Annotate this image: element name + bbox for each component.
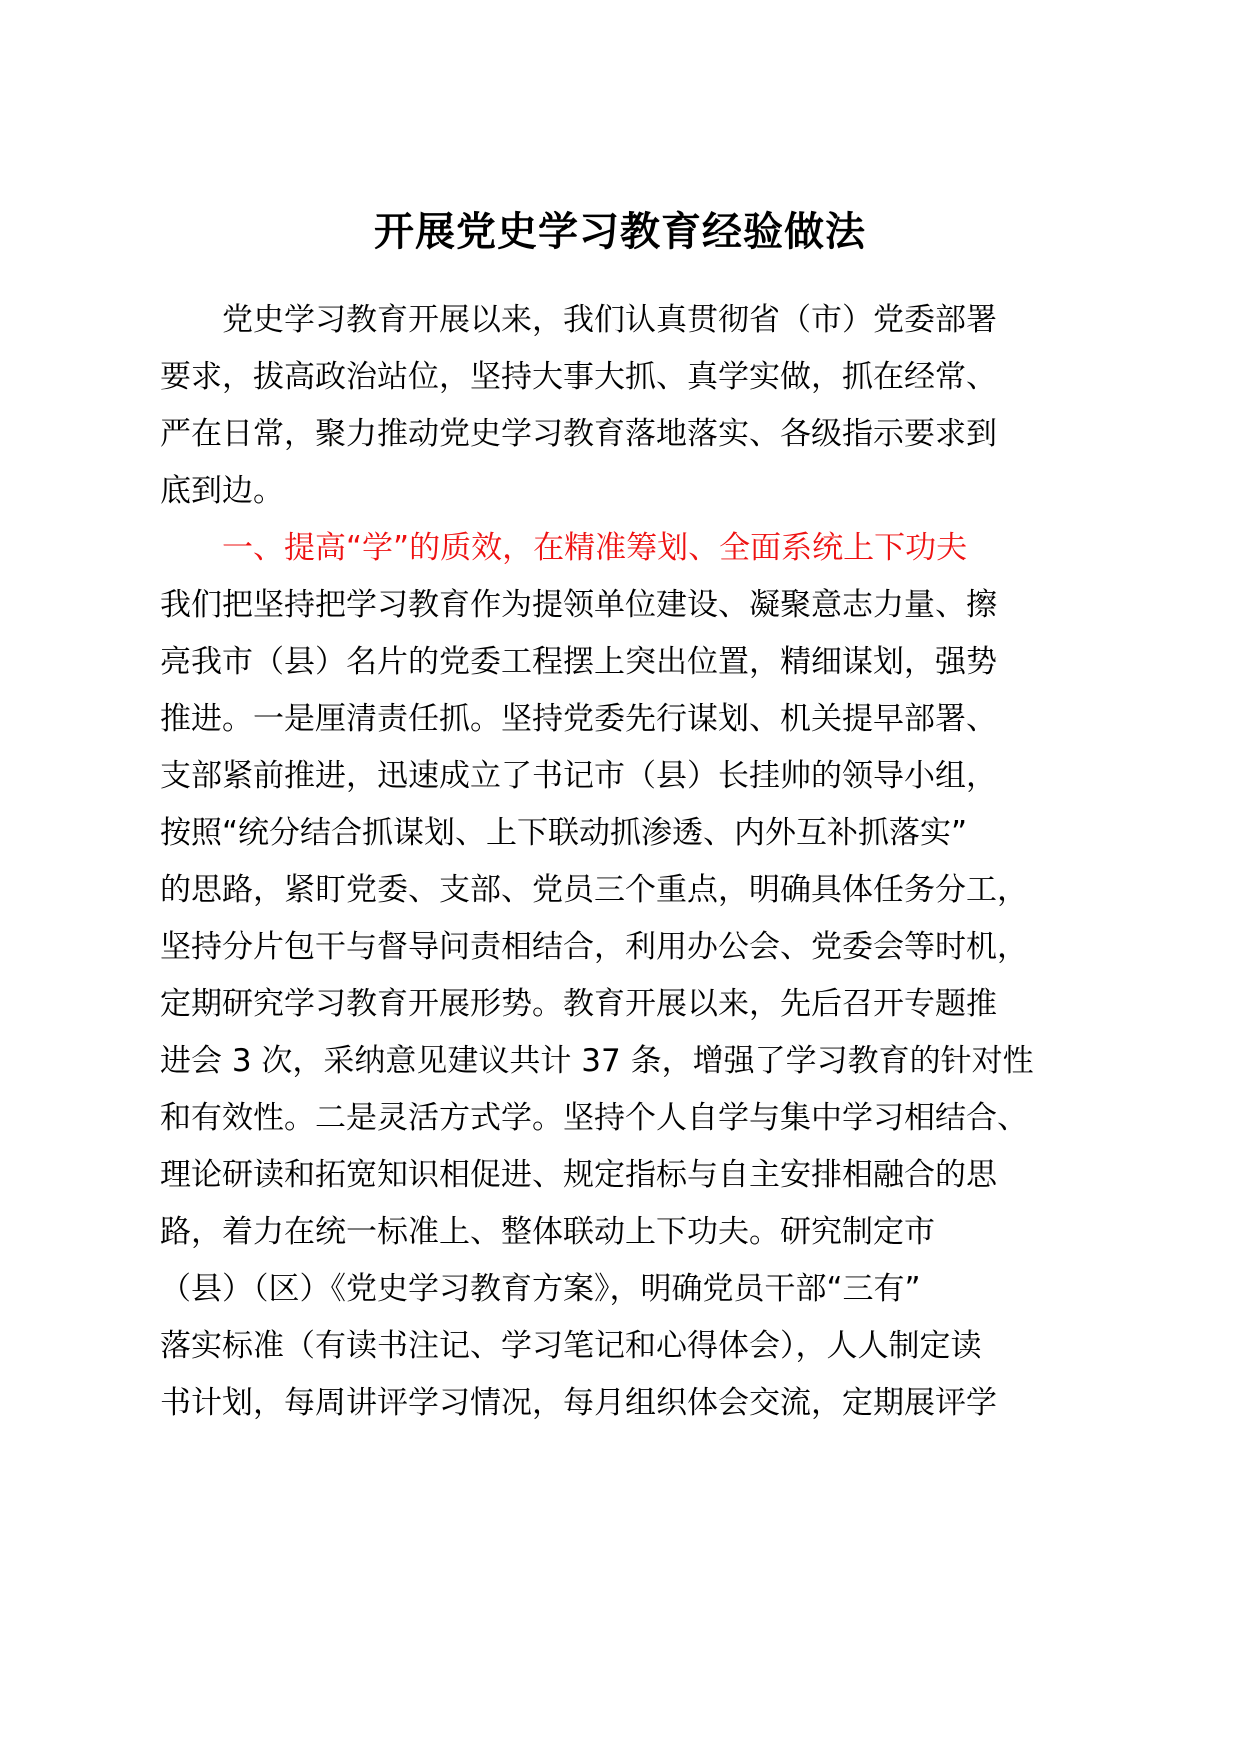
paragraph-line: 和有效性。二是灵活方式学。坚持个人自学与集中学习相结合、 (160, 1100, 1028, 1136)
paragraph-line: 严在日常，聚力推动党史学习教育落地落实、各级指示要求到 (160, 416, 997, 452)
paragraph-line: 理论研读和拓宽知识相促进、规定指标与自主安排相融合的思 (160, 1157, 997, 1193)
document-title: 开展党史学习教育经验做法 (374, 209, 866, 255)
paragraph-line: 推进。一是厘清责任抓。坚持党委先行谋划、机关提早部署、 (160, 701, 997, 737)
paragraph-line: （县）（区）《党史学习教育方案》，明确党员干部“三有” (160, 1271, 921, 1307)
paragraph-line: 定期研究学习教育开展形势。教育开展以来，先后召开专题推 (160, 986, 997, 1022)
paragraph-line: 进会 3 次，采纳意见建议共计 37 条，增强了学习教育的针对性 (160, 1043, 1034, 1079)
paragraph-line: 亮我市（县）名片的党委工程摆上突出位置，精细谋划，强势 (160, 644, 997, 680)
paragraph-line: 支部紧前推进，迅速成立了书记市（县）长挂帅的领导小组， (160, 758, 997, 794)
paragraph-line: 党史学习教育开展以来，我们认真贯彻省（市）党委部署 (160, 302, 997, 338)
paragraph-line: 按照“统分结合抓谋划、上下联动抓渗透、内外互补抓落实” (160, 815, 968, 851)
paragraph-line: 要求，拔高政治站位，坚持大事大抓、真学实做，抓在经常、 (160, 359, 997, 395)
paragraph-line: 我们把坚持把学习教育作为提领单位建设、凝聚意志力量、擦 (160, 587, 997, 623)
paragraph-line: 底到边。 (160, 473, 284, 509)
paragraph-line: 落实标准（有读书注记、学习笔记和心得体会），人人制定读 (160, 1328, 982, 1364)
section-heading: 一、提高“学”的质效，在精准筹划、全面系统上下功夫 (160, 530, 968, 566)
paragraph-line: 书计划，每周讲评学习情况，每月组织体会交流，定期展评学 (160, 1385, 997, 1421)
paragraph-line: 路，着力在统一标准上、整体联动上下功夫。研究制定市 (160, 1214, 935, 1250)
paragraph-line: 坚持分片包干与督导问责相结合，利用办公会、党委会等时机， (160, 929, 1028, 965)
paragraph-line: 的思路，紧盯党委、支部、党员三个重点，明确具体任务分工， (160, 872, 1028, 908)
